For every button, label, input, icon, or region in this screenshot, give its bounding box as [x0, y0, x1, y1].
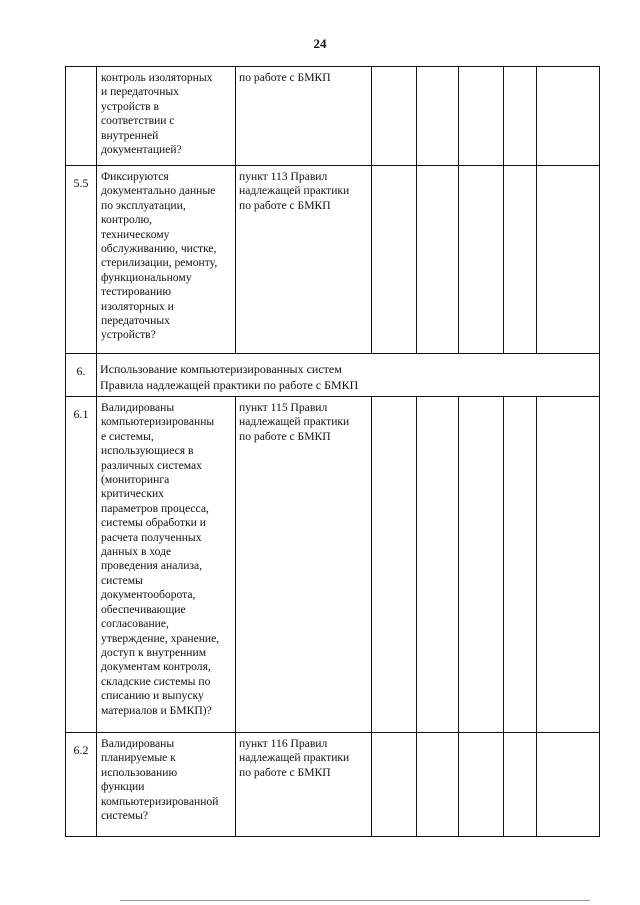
answer-cell	[504, 166, 537, 354]
question-line: использующиеся в	[101, 444, 194, 458]
answer-cell	[372, 733, 417, 837]
answer-cell	[372, 67, 417, 166]
question-line: проведения анализа,	[101, 559, 203, 573]
answer-cell	[504, 67, 537, 166]
question-line: Валидированы	[101, 737, 175, 750]
item-number	[66, 67, 97, 166]
question-line: соответствии с	[101, 114, 175, 128]
reference-line: по работе с БМКП	[239, 765, 331, 779]
answer-cell	[459, 67, 504, 166]
question-line: и передаточных	[101, 85, 180, 99]
question-line: контролю,	[101, 213, 153, 227]
answer-cell	[537, 67, 600, 166]
answer-cell	[537, 397, 600, 733]
question-line: передаточных	[101, 314, 170, 328]
question-line: системы?	[101, 809, 148, 823]
question-line: планируемые к	[101, 751, 176, 765]
question-cell	[97, 67, 236, 166]
item-number: 6.1	[66, 397, 97, 733]
question-line: функции	[101, 780, 145, 794]
question-cell	[97, 166, 236, 354]
question-line: устройств в	[101, 99, 160, 113]
reference-cell	[236, 397, 372, 733]
question-line: списанию и выпуску	[101, 689, 204, 703]
answer-cell	[417, 67, 459, 166]
reference-line: пункт 113 Правил	[239, 170, 328, 183]
table-row	[66, 733, 600, 837]
reference-cell	[236, 166, 372, 354]
question-line: обслуживанию, чистке,	[101, 242, 217, 256]
reference-cell	[236, 733, 372, 837]
question-line: стерилизации, ремонту,	[101, 256, 218, 270]
item-number: 6.2	[66, 733, 97, 837]
item-number: 5.5	[66, 166, 97, 354]
question-line: контроль изоляторных	[101, 71, 213, 84]
question-line: по эксплуатации,	[101, 198, 186, 212]
question-line: документально данные	[101, 184, 216, 198]
reference-line: по работе с БМКП	[239, 71, 331, 84]
question-line: материалов и БМКП)?	[101, 703, 212, 717]
question-line: критических	[101, 487, 164, 501]
answer-cell	[417, 166, 459, 354]
question-cell	[97, 733, 236, 837]
question-line: компьютеризированны	[101, 415, 215, 429]
question-line: устройств?	[101, 328, 156, 342]
question-line: складские системы по	[101, 674, 211, 688]
question-line: техническому	[101, 227, 170, 241]
question-line: использованию	[101, 765, 178, 779]
section-title-line: Правила надлежащей практики по работе с БМКП	[100, 378, 359, 392]
answer-cell	[372, 166, 417, 354]
question-cell	[97, 397, 236, 733]
question-line: функциональному	[101, 270, 192, 284]
table-row	[66, 397, 600, 733]
section-number: 6.	[66, 354, 97, 397]
question-line: (мониторинга	[101, 473, 170, 487]
footer-rule	[120, 900, 590, 901]
question-line: различных системах	[101, 458, 202, 472]
answer-cell	[504, 733, 537, 837]
question-line: системы	[101, 573, 143, 587]
question-line: компьютеризированной	[101, 794, 219, 808]
reference-line: надлежащей практики	[239, 184, 350, 198]
answer-cell	[537, 733, 600, 837]
answer-cell	[537, 166, 600, 354]
reference-line: по работе с БМКП	[239, 198, 331, 212]
question-line: тестированию	[101, 285, 172, 299]
checklist-table	[65, 66, 600, 837]
question-line: Валидированы	[101, 401, 175, 414]
question-line: доступ к внутренним	[101, 645, 207, 659]
reference-line: пункт 116 Правил	[239, 737, 328, 750]
answer-cell	[459, 166, 504, 354]
answer-cell	[417, 397, 459, 733]
question-line: утверждение, хранение,	[101, 631, 220, 645]
question-line: расчета полученных	[101, 530, 202, 544]
question-line: внутренней	[101, 128, 159, 142]
reference-line: по работе с БМКП	[239, 429, 331, 443]
table-row	[66, 67, 600, 166]
question-line: документооборота,	[101, 588, 196, 602]
answer-cell	[417, 733, 459, 837]
question-line: обеспечивающие	[101, 602, 186, 616]
answer-cell	[372, 397, 417, 733]
question-line: документацией?	[101, 143, 182, 157]
answer-cell	[459, 397, 504, 733]
answer-cell	[504, 397, 537, 733]
question-line: е системы,	[101, 429, 154, 443]
page-number: 24	[313, 36, 327, 51]
reference-cell	[236, 67, 372, 166]
reference-line: пункт 115 Правил	[239, 401, 328, 414]
section-title	[97, 354, 600, 397]
question-line: параметров процесса,	[101, 501, 209, 515]
table-row	[66, 166, 600, 354]
question-line: системы обработки и	[101, 516, 206, 530]
question-line: документам контроля,	[101, 660, 211, 674]
reference-line: надлежащей практики	[239, 415, 350, 429]
question-line: изоляторных и	[101, 299, 174, 313]
question-line: данных в ходе	[101, 545, 172, 559]
answer-cell	[459, 733, 504, 837]
reference-line: надлежащей практики	[239, 751, 350, 765]
question-line: согласование,	[101, 617, 169, 631]
section-title-line: Использование компьютеризированных систем	[100, 362, 342, 376]
question-line: Фиксируются	[101, 170, 169, 183]
section-row	[66, 354, 600, 397]
